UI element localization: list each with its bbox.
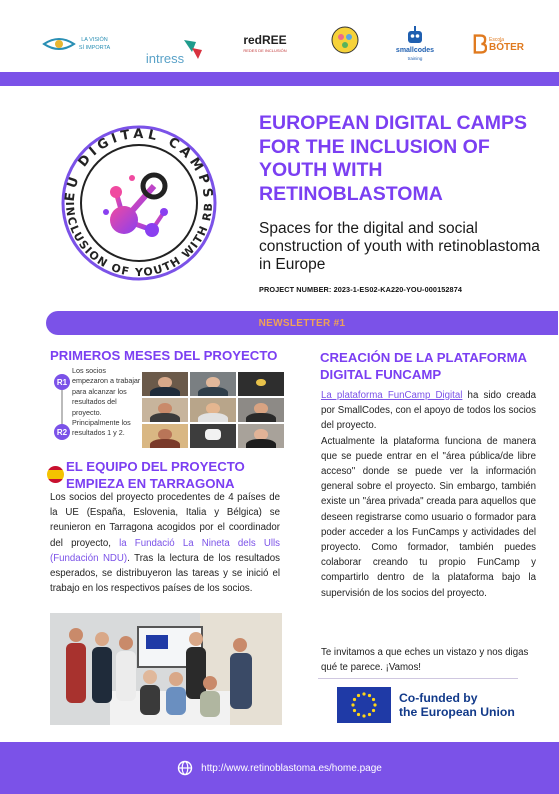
partner-logo-smallcodes bbox=[393, 22, 437, 66]
partner-logos bbox=[0, 22, 559, 68]
section3-text-a: ha sido creada por SmallCodes, con el apoyo de todos los socios del proyecto. bbox=[321, 390, 536, 432]
section3-closing: Te invitamos a que eches un vistazo y nos digas qué te parece. ¡Vamos! bbox=[321, 647, 529, 674]
funcamp-digital-link[interactable]: La plataforma FunCamp Digital bbox=[321, 390, 463, 401]
eu-star bbox=[353, 709, 356, 712]
partner-text: REDES DE INCLUSIÓN bbox=[243, 48, 287, 53]
participant-tile bbox=[142, 424, 188, 448]
divider bbox=[318, 678, 518, 679]
badge-r2: R2 bbox=[54, 424, 70, 440]
partner-text: Escola bbox=[489, 37, 505, 43]
svg-text:INCLUSION OF YOUTH WITH RB bbox=[63, 201, 215, 279]
partner-text: redREE bbox=[243, 33, 287, 47]
partner-logo-ndu bbox=[328, 22, 362, 66]
partner-text: BÓTER bbox=[489, 42, 524, 53]
eu-line-2: the European Union bbox=[399, 705, 515, 719]
footer-bar bbox=[0, 742, 559, 794]
emblem-graphic bbox=[44, 108, 234, 298]
meeting-group-photo bbox=[50, 613, 282, 725]
results-timeline bbox=[54, 368, 70, 442]
participant-tile bbox=[238, 398, 284, 422]
globe-icon bbox=[177, 760, 193, 776]
section-title-primeros-meses: PRIMEROS MESES DEL PROYECTO bbox=[50, 348, 278, 363]
ndu-circle-icon bbox=[330, 25, 360, 55]
video-call-screenshot bbox=[142, 372, 284, 448]
participant-tile bbox=[238, 424, 284, 448]
eu-star bbox=[368, 713, 371, 716]
section1-text: Los socios empezaron a trabajar para alcanzar los resultados del proyecto. Principalmente los resultados 1 y 2. bbox=[72, 366, 141, 438]
eu-flag-icon bbox=[337, 687, 391, 723]
eu-digital-camps-emblem bbox=[44, 108, 234, 298]
eu-star bbox=[372, 709, 375, 712]
eu-cofunded-logo bbox=[337, 687, 517, 723]
spain-flag-icon bbox=[47, 466, 64, 483]
participant-tile bbox=[142, 372, 188, 396]
newsletter-number-banner: NEWSLETTER #1 bbox=[46, 311, 558, 335]
newsletter-title: EUROPEAN DIGITAL CAMPS FOR THE INCLUSION OF YOUTH WITH RETINOBLASTOMA bbox=[259, 112, 527, 205]
partner-text: LA VISIÓN bbox=[81, 37, 108, 43]
section2-text-b: . Tras la lectura de los resultados esperados, se distribuyeron las tareas y se inició el trabajo en los respectivos países de los socios. bbox=[50, 552, 280, 595]
section2-text bbox=[50, 490, 280, 596]
partner-text: SÍ IMPORTA bbox=[78, 45, 111, 51]
section-title-equipo: EL EQUIPO DEL PROYECTO EMPIEZA EN TARRAGONA bbox=[66, 459, 245, 491]
badge-r1: R1 bbox=[54, 374, 70, 390]
partner-logo-intress bbox=[143, 22, 207, 66]
timeline-line bbox=[61, 390, 63, 426]
participant-tile bbox=[142, 398, 188, 422]
section-title-plataforma: CREACIÓN DE LA PLATAFORMA DIGITAL FUNCAMP bbox=[320, 350, 527, 382]
partner-logo-boter bbox=[472, 22, 524, 66]
section3-paragraph-2: Actualmente la plataforma funciona de manera que se puede entrar en el "área pública/de libre acceso" donde se puede ver la información general sobre el proyecto. Sin embargo, también existe un "área privada" creada para aquellos que deseen registrarse como usuario o formador para poder acceder a los FunCamps y actividades del proyecto. Como formador, también puedes colaborar creando tu propio FunCamp y compartirlo dentro de la plataforma bajo la supervisión de los socios del proyecto. bbox=[321, 435, 536, 599]
eu-star bbox=[357, 694, 360, 697]
eu-star bbox=[351, 703, 354, 706]
section2-text-a: Los socios del proyecto procedentes de 4 países de la UE (España, Eslovenia, Italia y Bélgica) se reunieron en Tarragona acogidos por el coordinador del proyecto, bbox=[50, 492, 280, 549]
section3-paragraph-1 bbox=[321, 388, 536, 434]
footer-url-link[interactable]: http://www.retinoblastoma.es/home.page bbox=[201, 762, 382, 774]
robot-icon bbox=[404, 25, 426, 47]
section3-text bbox=[321, 388, 536, 601]
partner-text: smallcodes bbox=[395, 47, 435, 54]
eye-icon bbox=[42, 34, 76, 54]
partner-logo-vision bbox=[40, 22, 112, 66]
eu-cofunded-text bbox=[399, 691, 515, 719]
emblem-bottom-text: INCLUSION OF YOUTH WITH RB bbox=[62, 201, 216, 280]
eu-star bbox=[362, 692, 365, 695]
top-accent-bar bbox=[0, 72, 559, 86]
project-number: PROJECT NUMBER: 2023-1-ES02-KA220-YOU-000152874 bbox=[259, 285, 463, 294]
eu-line-1: Co-funded by bbox=[399, 691, 478, 705]
participant-tile bbox=[190, 424, 236, 448]
partner-text: training bbox=[407, 56, 423, 61]
eu-star bbox=[368, 694, 371, 697]
molecule-icon bbox=[103, 175, 168, 237]
partner-logo-redree bbox=[244, 22, 286, 66]
svg-text:EU DIGITAL CAMPS bbox=[63, 127, 215, 202]
partner-text: intress bbox=[145, 51, 185, 66]
boter-b-icon bbox=[472, 33, 487, 55]
newsletter-subtitle: Spaces for the digital and social construction of youth with retinoblastoma in Europe bbox=[259, 220, 540, 273]
eu-star bbox=[372, 698, 375, 701]
participant-tile bbox=[190, 398, 236, 422]
intress-shape-icon bbox=[182, 38, 204, 60]
participant-tile bbox=[190, 372, 236, 396]
fundacion-ndu-link[interactable]: la Fundació La Nineta dels Ulls (Fundación NDU) bbox=[50, 537, 280, 564]
eu-star bbox=[362, 714, 365, 717]
eu-stars-icon bbox=[337, 687, 391, 723]
eu-star bbox=[357, 713, 360, 716]
group-photo-graphic bbox=[50, 613, 282, 725]
emblem-top-text: EU DIGITAL CAMPS bbox=[62, 126, 216, 203]
participant-tile bbox=[238, 372, 284, 396]
eu-star bbox=[373, 703, 376, 706]
eu-star bbox=[353, 698, 356, 701]
